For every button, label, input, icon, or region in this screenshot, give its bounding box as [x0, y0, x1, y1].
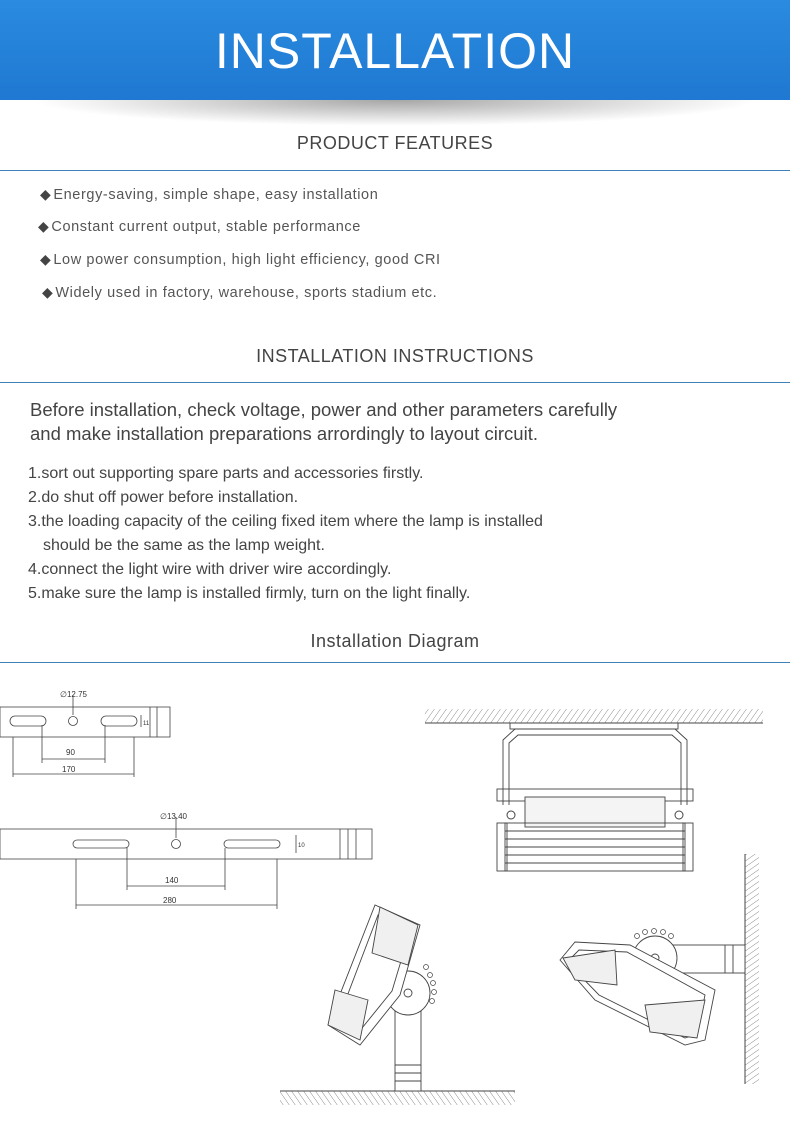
- instructions-divider: [0, 382, 790, 383]
- feature-text: Constant current output, stable performance: [51, 219, 361, 235]
- feature-text: Widely used in factory, warehouse, sports stadium etc.: [55, 285, 438, 301]
- small-height-dimension: 11: [143, 721, 150, 727]
- diamond-bullet-icon: ◆: [42, 284, 54, 300]
- feature-text: Low power consumption, high light efficiency, good CRI: [53, 252, 441, 268]
- feature-text: Energy-saving, simple shape, easy installation: [53, 187, 379, 203]
- step-item: 2.do shut off power before installation.: [28, 489, 299, 506]
- page-title: INSTALLATION: [214, 23, 576, 79]
- step-item-continued: should be the same as the lamp weight.: [43, 537, 325, 554]
- small-inner-dimension: 90: [66, 748, 75, 757]
- wall-mount-illustration: [555, 850, 770, 1090]
- feature-item: [40, 186, 378, 203]
- instruction-steps: [28, 462, 768, 606]
- diamond-bullet-icon: ◆: [38, 218, 50, 234]
- banner-shadow: [30, 100, 760, 126]
- small-outer-dimension: 170: [62, 765, 76, 774]
- intro-line: and make installation preparations arrordingly to layout circuit.: [30, 423, 538, 444]
- step-item: 3.the loading capacity of the ceiling fixed item where the lamp is installed: [28, 513, 543, 530]
- diamond-bullet-icon: ◆: [40, 186, 52, 202]
- feature-item: [40, 251, 441, 268]
- large-height-dimension: 10: [298, 843, 305, 849]
- features-divider: [0, 170, 790, 171]
- title-banner: [0, 0, 790, 100]
- large-outer-dimension: 280: [163, 896, 177, 905]
- instructions-intro: [30, 398, 750, 446]
- step-item: 4.connect the light wire with driver wire accordingly.: [28, 561, 392, 578]
- feature-item: [38, 218, 361, 235]
- step-item: 5.make sure the lamp is installed firmly, turn on the light finally.: [28, 585, 471, 602]
- intro-line: Before installation, check voltage, power and other parameters carefully: [30, 399, 618, 420]
- diagram-heading: Installation Diagram: [310, 631, 480, 651]
- diamond-bullet-icon: ◆: [40, 251, 52, 267]
- small-bracket-drawing: [0, 685, 180, 785]
- large-inner-dimension: 140: [165, 876, 179, 885]
- feature-item: [42, 284, 437, 301]
- diagram-divider: [0, 662, 790, 663]
- instructions-heading: INSTALLATION INSTRUCTIONS: [256, 346, 534, 366]
- large-hole-label: ∅13.40: [160, 812, 187, 821]
- small-hole-label: ∅12.75: [60, 690, 87, 699]
- features-heading: PRODUCT FEATURES: [296, 133, 494, 153]
- step-item: 1.sort out supporting spare parts and accessories firstly.: [28, 465, 424, 482]
- floor-mount-illustration: [280, 895, 520, 1110]
